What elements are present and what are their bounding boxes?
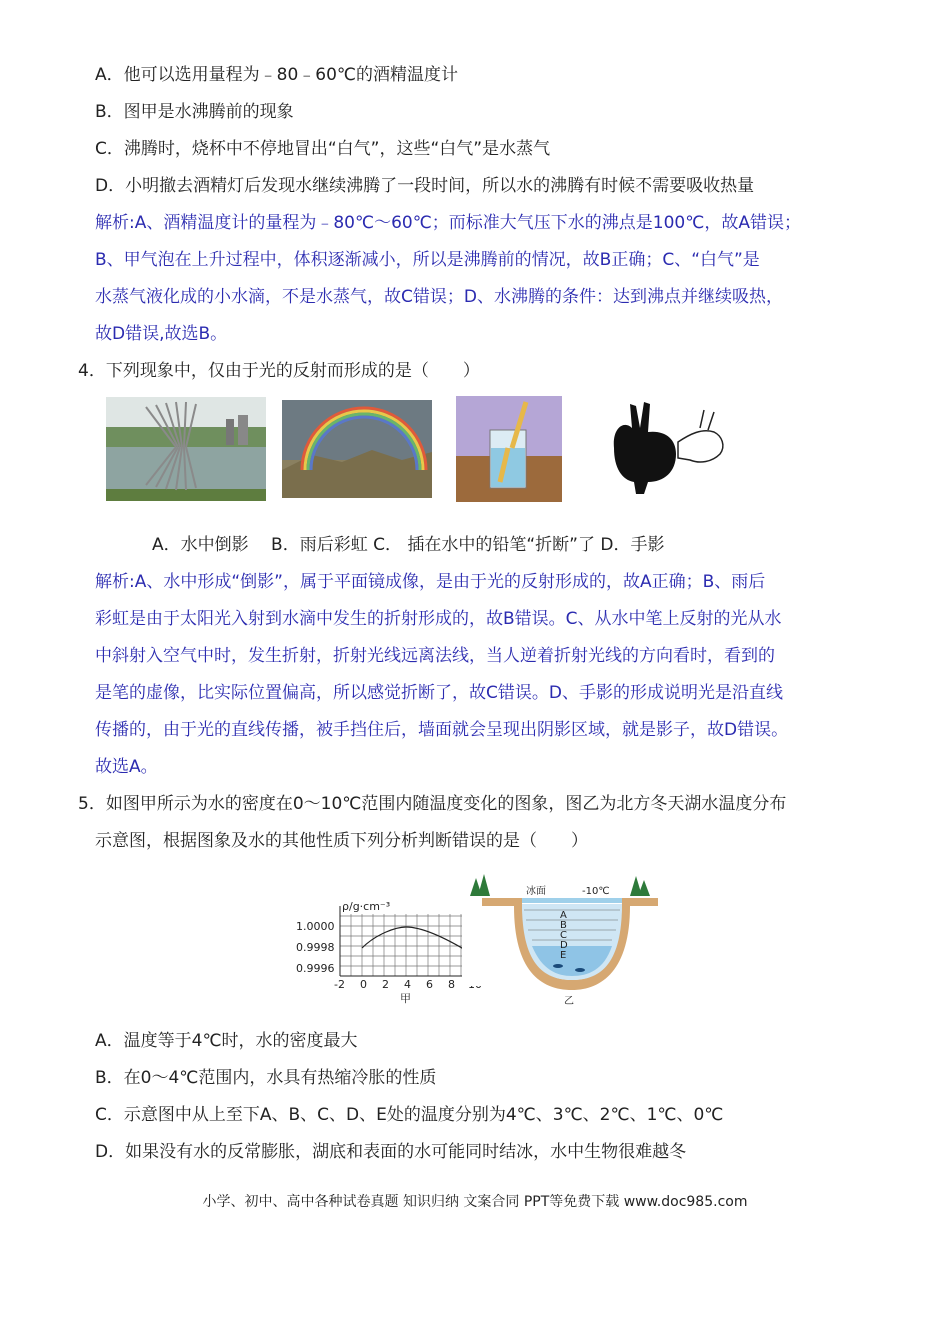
page-footer: 小学、初中、高中各种试卷真题 知识归纳 文案合同 PPT等免费下载 www.doc985.com	[202, 1194, 748, 1210]
hand-shadow-image	[604, 398, 736, 498]
graph-ylabel: ρ/g·cm⁻³	[342, 900, 391, 913]
lake-point: A	[560, 910, 567, 921]
graph-ytick: 0.9996	[296, 962, 335, 975]
q3-option-a: A．他可以选用量程为﹣80﹣60℃的酒精温度计	[95, 65, 458, 85]
q3-option-c: C．沸腾时，烧杯中不停地冒出“白气”，这些“白气”是水蒸气	[95, 139, 551, 159]
lake-point: B	[560, 920, 567, 931]
graph-xtick: 0	[360, 978, 367, 991]
q3-option-b: B．图甲是水沸腾前的现象	[95, 102, 294, 122]
q4-analysis-line: 故选A。	[95, 757, 158, 777]
lake-point: C	[560, 930, 567, 941]
q5-option-d: D．如果没有水的反常膨胀，湖底和表面的水可能同时结冰，水中生物很难越冬	[95, 1142, 687, 1162]
pencil-in-water-image	[456, 396, 562, 502]
lake-diagram	[462, 870, 662, 1006]
q4-analysis-line: 彩虹是由于太阳光入射到水滴中发生的折射形成的，故B错误。C、从水中笔上反射的光从水	[95, 609, 782, 629]
graph-caption: 甲	[400, 992, 411, 1005]
q4-analysis-line: 传播的，由于光的直线传播，被手挡住后，墙面就会呈现出阴影区域，就是影子，故D错误。	[95, 720, 789, 740]
lake-ice-label: 冰面	[526, 886, 546, 897]
fish-icon	[575, 968, 585, 972]
q5-option-a: A．温度等于4℃时，水的密度最大	[95, 1031, 358, 1051]
q3-option-d: D．小明撤去酒精灯后发现水继续沸腾了一段时间，所以水的沸腾有时候不需要吸收热量	[95, 176, 755, 196]
q5-option-b: B．在0～4℃范围内，水具有热缩冷胀的性质	[95, 1068, 437, 1088]
q4-analysis-line: 是笔的虚像，比实际位置偏高，所以感觉折断了，故C错误。D、手影的形成说明光是沿直线	[95, 683, 783, 703]
q3-analysis-line: 水蒸气液化成的小水滴，不是水蒸气，故C错误；D、水沸腾的条件：达到沸点并继续吸热，	[95, 287, 783, 307]
graph-ytick: 0.9998	[296, 941, 335, 954]
rainbow-image	[282, 400, 432, 498]
reflection-image	[106, 397, 266, 501]
q3-analysis-line: B、甲气泡在上升过程中，体积逐渐减小，所以是沸腾前的情况，故B正确；C、“白气”是	[95, 250, 760, 270]
graph-ytick: 1.0000	[296, 920, 335, 933]
q5-stem: 5．如图甲所示为水的密度在0～10℃范围内随温度变化的图象，图乙为北方冬天湖水温度分布	[78, 794, 787, 814]
q5-option-c: C．示意图中从上至下A、B、C、D、E处的温度分别为4℃、3℃、2℃、1℃、0℃	[95, 1105, 724, 1125]
lake-point: E	[560, 950, 567, 961]
q3-analysis-line: 解析:A、酒精温度计的量程为﹣80℃～60℃；而标准大气压下水的沸点是100℃，故A错误；	[95, 213, 801, 233]
graph-xtick: 2	[382, 978, 389, 991]
q5-stem: 示意图，根据图象及水的其他性质下列分析判断错误的是（ ）	[95, 831, 588, 851]
graph-xtick: 8	[448, 978, 455, 991]
lake-temp-label: -10℃	[582, 886, 610, 897]
lake-point: D	[560, 940, 568, 951]
graph-xtick: 6	[426, 978, 433, 991]
fish-icon	[553, 964, 563, 968]
q4-options: A．水中倒影 B．雨后彩虹 C． 插在水中的铅笔“折断”了 D．手影	[152, 535, 665, 555]
q4-stem: 4．下列现象中，仅由于光的反射而形成的是（ ）	[78, 361, 480, 381]
lake-caption: 乙	[564, 996, 574, 1007]
q4-analysis-line: 中斜射入空气中时，发生折射，折射光线远离法线，当人逆着折射光线的方向看时，看到的	[95, 646, 775, 666]
q4-analysis-line: 解析:A、水中形成“倒影”，属于平面镜成像，是由于光的反射形成的，故A正确；B、雨后	[95, 572, 766, 592]
graph-xtick: 4	[404, 978, 411, 991]
graph-xtick: -2	[334, 978, 345, 991]
q3-analysis-line: 故D错误,故选B。	[95, 324, 228, 344]
